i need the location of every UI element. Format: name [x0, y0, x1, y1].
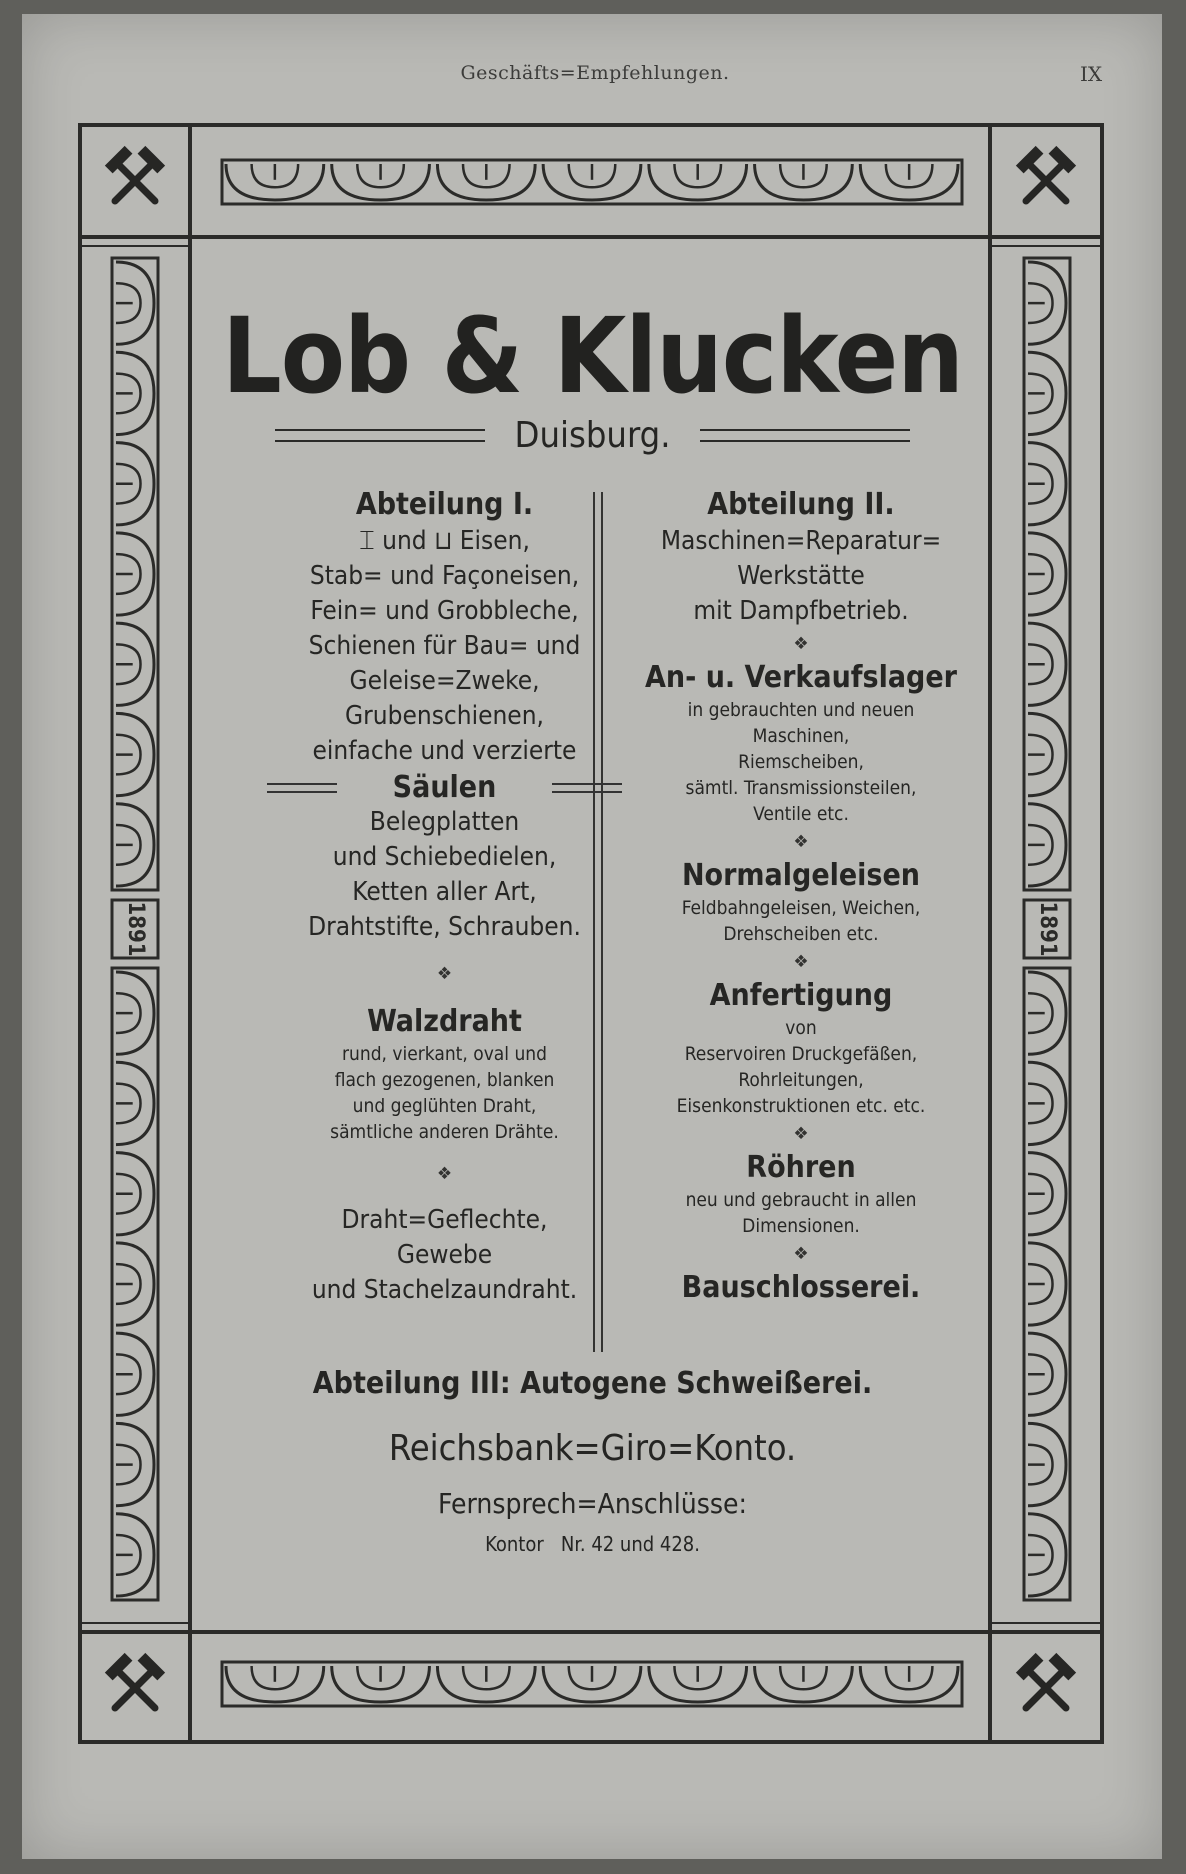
saeulen-rule-left: [267, 783, 337, 793]
running-head: Geschäfts=Empfehlungen.: [460, 62, 730, 84]
abteilung-ii-heading: Abteilung II.: [707, 487, 895, 522]
right-small-line: sämtl. Transmissionsteilen,: [685, 777, 917, 799]
left-line: Grubenschienen,: [345, 701, 544, 731]
left-small-line: und geglühten Draht,: [352, 1095, 537, 1117]
right-small-line: Reservoiren Druckgefäßen,: [684, 1043, 918, 1065]
ornament-icon: ❖: [793, 1124, 809, 1144]
left-line: Geleise=Zweke,: [349, 666, 540, 696]
left-small-line: flach gezogenen, blanken: [334, 1069, 555, 1091]
top-ornament-band: [222, 160, 962, 204]
city-line: [275, 415, 910, 455]
double-rule-right: [700, 429, 910, 442]
left-small-line: rund, vierkant, oval und: [342, 1043, 547, 1065]
year-mark-right: [1024, 900, 1070, 958]
right-small-line: in gebrauchten und neuen: [687, 699, 915, 721]
year-mark-left-text: 1891: [123, 901, 148, 957]
lager-heading: An- u. Verkaufslager: [644, 660, 957, 695]
right-small-line: Dimensionen.: [742, 1215, 860, 1237]
right-line: Maschinen=Reparatur=: [660, 526, 942, 556]
city: Duisburg.: [514, 415, 671, 456]
left-line: und Stachelzaundraht.: [311, 1275, 578, 1305]
left-small-line: sämtliche anderen Drähte.: [330, 1121, 559, 1143]
anfertigung-heading: Anfertigung: [709, 978, 893, 1013]
right-small-line: Drehscheiben etc.: [723, 923, 879, 945]
advertisement-body: [195, 240, 990, 1610]
left-line: Ketten aller Art,: [352, 877, 537, 907]
saeulen-rule-right: [552, 783, 622, 793]
right-small-line: neu und gebraucht in allen: [685, 1189, 917, 1211]
crossed-hammers-icon: [105, 146, 165, 201]
left-line: und Schiebedielen,: [332, 842, 557, 872]
normalgeleisen-heading: Normalgeleisen: [681, 858, 921, 893]
bank-line: Reichsbank=Giro=Konto.: [388, 1428, 797, 1469]
left-line: einfache und verzierte: [312, 736, 577, 766]
left-line: Fein= und Grobbleche,: [310, 596, 579, 626]
saeulen-heading: Säulen: [392, 770, 497, 805]
right-line: mit Dampfbetrieb.: [693, 596, 909, 626]
left-line: Drahtstifte, Schrauben.: [308, 912, 581, 942]
phone-numbers: Kontor Nr. 42 und 428.: [485, 1532, 700, 1556]
right-small-line: Feldbahngeleisen, Weichen,: [681, 897, 921, 919]
left-line: ⌶ und ⊔ Eisen,: [359, 526, 530, 556]
abteilung-iii-line: Abteilung III: Autogene Schweißerei.: [312, 1366, 873, 1401]
roehren-heading: Röhren: [746, 1150, 856, 1185]
ornament-icon: ❖: [436, 1164, 453, 1184]
ornament-icon: ❖: [436, 964, 453, 984]
right-line: Werkstätte: [737, 561, 865, 591]
right-small-line: Maschinen,: [752, 725, 850, 747]
ornament-icon: ❖: [793, 1244, 809, 1264]
crossed-hammers-icon: [105, 1653, 165, 1708]
saeulen-line: [267, 769, 622, 805]
ornament-icon: ❖: [793, 952, 809, 972]
year-mark-right-text: 1891: [1035, 901, 1060, 957]
right-small-line: von: [785, 1017, 817, 1039]
crossed-hammers-icon: [1016, 1653, 1076, 1708]
walzdraht-heading: Walzdraht: [367, 1004, 522, 1039]
left-line: Draht=Geflechte,: [341, 1205, 548, 1235]
ornament-icon: ❖: [793, 832, 809, 852]
firm-name: Lob & Klucken: [222, 295, 963, 417]
year-mark-left: [112, 900, 158, 958]
left-line: Stab= und Façoneisen,: [309, 561, 580, 591]
right-small-line: Riemscheiben,: [738, 751, 864, 773]
left-line: Schienen für Bau= und: [308, 631, 581, 661]
left-line: Gewebe: [396, 1240, 493, 1270]
right-small-line: Ventile etc.: [753, 803, 849, 825]
crossed-hammers-icon: [1016, 146, 1076, 201]
bottom-ornament-band: [222, 1662, 962, 1706]
left-line: Belegplatten: [369, 807, 520, 837]
ornament-icon: ❖: [793, 634, 809, 654]
bauschlosserei-heading: Bauschlosserei.: [681, 1270, 921, 1305]
abteilung-i-heading: Abteilung I.: [355, 487, 534, 522]
phone-label: Fernsprech=Anschlüsse:: [438, 1487, 747, 1520]
right-small-line: Rohrleitungen,: [738, 1069, 864, 1091]
right-small-line: Eisenkonstruktionen etc. etc.: [676, 1095, 926, 1117]
right-column: [615, 486, 987, 1307]
page-number: IX: [1080, 62, 1103, 86]
left-column: [267, 486, 622, 1308]
